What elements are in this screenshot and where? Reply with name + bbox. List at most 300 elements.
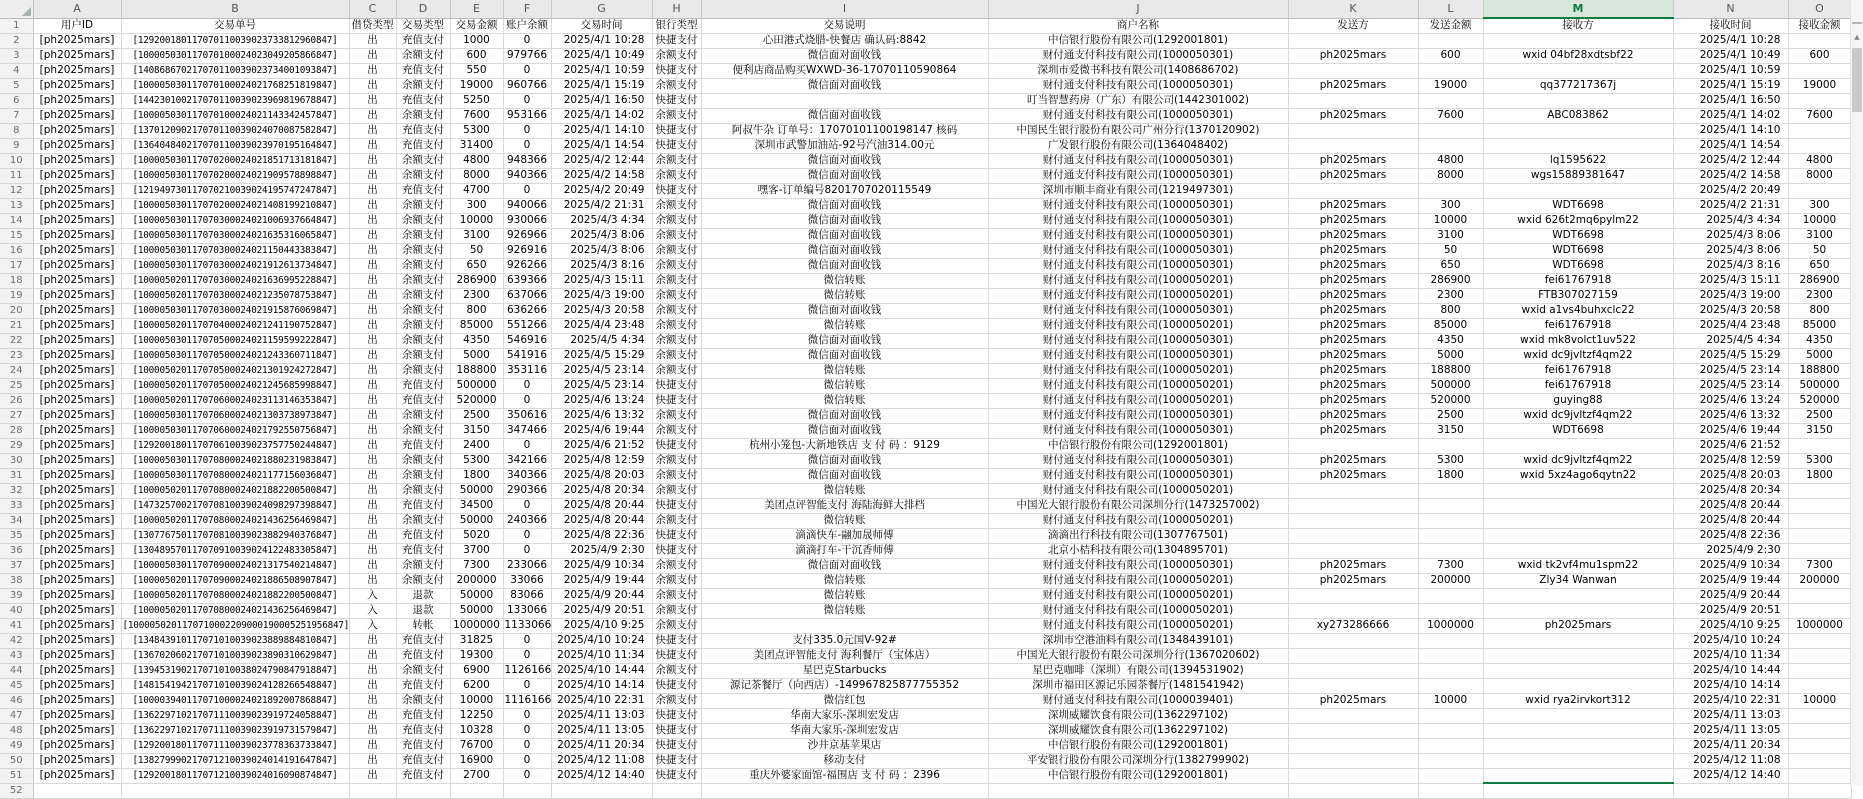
- cell-m16[interactable]: WDT6698: [1483, 243, 1673, 258]
- cell-k46[interactable]: ph2025mars: [1288, 693, 1418, 708]
- cell-g19[interactable]: 2025/4/3 19:00: [551, 288, 652, 303]
- cell-f42[interactable]: 0: [503, 633, 551, 648]
- cell-b20[interactable]: [100005030117070300024021915876069847]: [121, 303, 349, 318]
- cell-m44[interactable]: [1483, 663, 1673, 678]
- cell-l42[interactable]: [1418, 633, 1483, 648]
- cell-k30[interactable]: ph2025mars: [1288, 453, 1418, 468]
- cell-o40[interactable]: [1788, 603, 1851, 618]
- row-header-24[interactable]: 24: [0, 363, 33, 378]
- cell-n8[interactable]: 2025/4/1 14:10: [1673, 123, 1788, 138]
- cell-m25[interactable]: fei61767918: [1483, 378, 1673, 393]
- cell-c22[interactable]: 出: [349, 333, 396, 348]
- cell-h14[interactable]: 余额支付: [652, 213, 701, 228]
- cell-g8[interactable]: 2025/4/1 14:10: [551, 123, 652, 138]
- cell-k5[interactable]: ph2025mars: [1288, 78, 1418, 93]
- cell-n30[interactable]: 2025/4/8 12:59: [1673, 453, 1788, 468]
- cell-n5[interactable]: 2025/4/1 15:19: [1673, 78, 1788, 93]
- cell-i3[interactable]: 微信面对面收钱: [701, 48, 988, 63]
- cell-c21[interactable]: 出: [349, 318, 396, 333]
- cell-j13[interactable]: 财付通支付科技有限公司(1000050301): [988, 198, 1288, 213]
- cell-a27[interactable]: [ph2025mars]: [33, 408, 121, 423]
- cell-h22[interactable]: 余额支付: [652, 333, 701, 348]
- cell-n49[interactable]: 2025/4/11 20:34: [1673, 738, 1788, 753]
- cell-e17[interactable]: 650: [450, 258, 503, 273]
- cell-i42[interactable]: 支付335.0元国V-92#: [701, 633, 988, 648]
- field-header-h[interactable]: 银行类型: [652, 18, 701, 33]
- cell-m5[interactable]: qq377217367j: [1483, 78, 1673, 93]
- cell-g30[interactable]: 2025/4/8 12:59: [551, 453, 652, 468]
- cell-e16[interactable]: 50: [450, 243, 503, 258]
- cell-b3[interactable]: [100005030117070100024023049205866847]: [121, 48, 349, 63]
- cell-g43[interactable]: 2025/4/10 11:34: [551, 648, 652, 663]
- column-header-h[interactable]: H: [652, 0, 701, 18]
- cell-d41[interactable]: 转帐: [396, 618, 450, 633]
- cell-j42[interactable]: 深圳市空港油料有限公司(1348439101): [988, 633, 1288, 648]
- cell-l18[interactable]: 286900: [1418, 273, 1483, 288]
- cell-a11[interactable]: [ph2025mars]: [33, 168, 121, 183]
- cell-l43[interactable]: [1418, 648, 1483, 663]
- cell-d31[interactable]: 余额支付: [396, 468, 450, 483]
- cell-f48[interactable]: 0: [503, 723, 551, 738]
- cell-g2[interactable]: 2025/4/1 10:28: [551, 33, 652, 48]
- cell-b21[interactable]: [100005020117070400024021241190752847]: [121, 318, 349, 333]
- cell-i7[interactable]: 微信面对面收钱: [701, 108, 988, 123]
- cell-g13[interactable]: 2025/4/2 21:31: [551, 198, 652, 213]
- cell-a7[interactable]: [ph2025mars]: [33, 108, 121, 123]
- cell-b36[interactable]: [130489570117070910039024122483305847]: [121, 543, 349, 558]
- cell-h12[interactable]: 快捷支付: [652, 183, 701, 198]
- cell-j48[interactable]: 深圳威耀饮食有限公司(1362297102): [988, 723, 1288, 738]
- cell-j39[interactable]: 财付通支付科技有限公司(1000050201): [988, 588, 1288, 603]
- cell-d26[interactable]: 充值支付: [396, 393, 450, 408]
- cell-b29[interactable]: [129200180117070610039023757750244847]: [121, 438, 349, 453]
- cell-b7[interactable]: [100005030117070100024021143342457847]: [121, 108, 349, 123]
- cell-o19[interactable]: 2300: [1788, 288, 1851, 303]
- cell-n42[interactable]: 2025/4/10 10:24: [1673, 633, 1788, 648]
- cell-n32[interactable]: 2025/4/8 20:34: [1673, 483, 1788, 498]
- cell-d47[interactable]: 充值支付: [396, 708, 450, 723]
- cell-e39[interactable]: 50000: [450, 588, 503, 603]
- cell-m42[interactable]: [1483, 633, 1673, 648]
- cell-l11[interactable]: 8000: [1418, 168, 1483, 183]
- cell-e40[interactable]: 50000: [450, 603, 503, 618]
- row-header-8[interactable]: 8: [0, 123, 33, 138]
- row-header-5[interactable]: 5: [0, 78, 33, 93]
- cell-a3[interactable]: [ph2025mars]: [33, 48, 121, 63]
- cell-l33[interactable]: [1418, 498, 1483, 513]
- cell-i5[interactable]: 微信面对面收钱: [701, 78, 988, 93]
- cell-a47[interactable]: [ph2025mars]: [33, 708, 121, 723]
- cell-e10[interactable]: 4800: [450, 153, 503, 168]
- cell-j11[interactable]: 财付通支付科技有限公司(1000050301): [988, 168, 1288, 183]
- cell-e22[interactable]: 4350: [450, 333, 503, 348]
- cell-m2[interactable]: [1483, 33, 1673, 48]
- row-header-32[interactable]: 32: [0, 483, 33, 498]
- row-header-9[interactable]: 9: [0, 138, 33, 153]
- cell-g17[interactable]: 2025/4/3 8:16: [551, 258, 652, 273]
- cell-m50[interactable]: [1483, 753, 1673, 768]
- cell-f24[interactable]: 353116: [503, 363, 551, 378]
- cell-e52[interactable]: [450, 783, 503, 798]
- cell-m45[interactable]: [1483, 678, 1673, 693]
- cell-k35[interactable]: [1288, 528, 1418, 543]
- cell-h31[interactable]: 余额支付: [652, 468, 701, 483]
- cell-f45[interactable]: 0: [503, 678, 551, 693]
- cell-j45[interactable]: 深圳市福田区源记乐园茶餐厅(1481541942): [988, 678, 1288, 693]
- cell-h36[interactable]: 快捷支付: [652, 543, 701, 558]
- cell-l41[interactable]: 1000000: [1418, 618, 1483, 633]
- cell-a39[interactable]: [ph2025mars]: [33, 588, 121, 603]
- cell-l49[interactable]: [1418, 738, 1483, 753]
- cell-e25[interactable]: 500000: [450, 378, 503, 393]
- cell-n45[interactable]: 2025/4/10 14:14: [1673, 678, 1788, 693]
- cell-b37[interactable]: [100005030117070900024021317540214847]: [121, 558, 349, 573]
- cell-f40[interactable]: 133066: [503, 603, 551, 618]
- cell-c31[interactable]: 出: [349, 468, 396, 483]
- cell-c42[interactable]: 出: [349, 633, 396, 648]
- cell-i22[interactable]: 微信面对面收钱: [701, 333, 988, 348]
- cell-a17[interactable]: [ph2025mars]: [33, 258, 121, 273]
- cell-g45[interactable]: 2025/4/10 14:14: [551, 678, 652, 693]
- cell-j52[interactable]: [988, 783, 1288, 798]
- cell-c3[interactable]: 出: [349, 48, 396, 63]
- cell-g7[interactable]: 2025/4/1 14:02: [551, 108, 652, 123]
- field-header-d[interactable]: 交易类型: [396, 18, 450, 33]
- cell-b33[interactable]: [147325700217070810039024098297398847]: [121, 498, 349, 513]
- cell-j20[interactable]: 财付通支付科技有限公司(1000050301): [988, 303, 1288, 318]
- cell-a33[interactable]: [ph2025mars]: [33, 498, 121, 513]
- cell-b35[interactable]: [130776750117070810039023882940376847]: [121, 528, 349, 543]
- cell-m3[interactable]: wxid 04bf28xdtsbf22: [1483, 48, 1673, 63]
- cell-h39[interactable]: 余额支付: [652, 588, 701, 603]
- cell-m7[interactable]: ABC083862: [1483, 108, 1673, 123]
- cell-d48[interactable]: 充值支付: [396, 723, 450, 738]
- cell-a13[interactable]: [ph2025mars]: [33, 198, 121, 213]
- cell-c44[interactable]: 出: [349, 663, 396, 678]
- cell-d22[interactable]: 余额支付: [396, 333, 450, 348]
- row-header-50[interactable]: 50: [0, 753, 33, 768]
- cell-k25[interactable]: ph2025mars: [1288, 378, 1418, 393]
- cell-b5[interactable]: [100005030117070100024021768251819847]: [121, 78, 349, 93]
- cell-o44[interactable]: [1788, 663, 1851, 678]
- cell-l27[interactable]: 2500: [1418, 408, 1483, 423]
- cell-i26[interactable]: 微信转账: [701, 393, 988, 408]
- cell-d51[interactable]: 充值支付: [396, 768, 450, 783]
- cell-d25[interactable]: 充值支付: [396, 378, 450, 393]
- cell-j24[interactable]: 财付通支付科技有限公司(1000050201): [988, 363, 1288, 378]
- cell-n51[interactable]: 2025/4/12 14:40: [1673, 768, 1788, 783]
- cell-e46[interactable]: 10000: [450, 693, 503, 708]
- row-header-51[interactable]: 51: [0, 768, 33, 783]
- cell-n14[interactable]: 2025/4/3 4:34: [1673, 213, 1788, 228]
- cell-m22[interactable]: wxid mk8volct1uv522: [1483, 333, 1673, 348]
- cell-k7[interactable]: ph2025mars: [1288, 108, 1418, 123]
- cell-g40[interactable]: 2025/4/9 20:51: [551, 603, 652, 618]
- cell-d38[interactable]: 余额支付: [396, 573, 450, 588]
- cell-i34[interactable]: 微信转账: [701, 513, 988, 528]
- cell-c35[interactable]: 出: [349, 528, 396, 543]
- cell-a14[interactable]: [ph2025mars]: [33, 213, 121, 228]
- row-header-10[interactable]: 10: [0, 153, 33, 168]
- cell-h10[interactable]: 余额支付: [652, 153, 701, 168]
- cell-n43[interactable]: 2025/4/10 11:34: [1673, 648, 1788, 663]
- cell-n44[interactable]: 2025/4/10 14:44: [1673, 663, 1788, 678]
- cell-a10[interactable]: [ph2025mars]: [33, 153, 121, 168]
- cell-c28[interactable]: 出: [349, 423, 396, 438]
- cell-a31[interactable]: [ph2025mars]: [33, 468, 121, 483]
- row-header-2[interactable]: 2: [0, 33, 33, 48]
- cell-j8[interactable]: 中国民生银行股份有限公司广州分行(1370120902): [988, 123, 1288, 138]
- cell-b50[interactable]: [138279990217071210039024014191647847]: [121, 753, 349, 768]
- cell-o12[interactable]: [1788, 183, 1851, 198]
- row-header-48[interactable]: 48: [0, 723, 33, 738]
- cell-l7[interactable]: 7600: [1418, 108, 1483, 123]
- cell-j26[interactable]: 财付通支付科技有限公司(1000050201): [988, 393, 1288, 408]
- cell-a9[interactable]: [ph2025mars]: [33, 138, 121, 153]
- cell-n22[interactable]: 2025/4/5 4:34: [1673, 333, 1788, 348]
- cell-h19[interactable]: 余额支付: [652, 288, 701, 303]
- cell-c15[interactable]: 出: [349, 228, 396, 243]
- cell-h40[interactable]: 余额支付: [652, 603, 701, 618]
- cell-b38[interactable]: [100005020117070900024021886508907847]: [121, 573, 349, 588]
- cell-a26[interactable]: [ph2025mars]: [33, 393, 121, 408]
- cell-c47[interactable]: 出: [349, 708, 396, 723]
- cell-n26[interactable]: 2025/4/6 13:24: [1673, 393, 1788, 408]
- cell-k41[interactable]: xy273286666: [1288, 618, 1418, 633]
- cell-m21[interactable]: fei61767918: [1483, 318, 1673, 333]
- cell-i31[interactable]: 微信面对面收钱: [701, 468, 988, 483]
- cell-j36[interactable]: 北京小桔科技有限公司(1304895701): [988, 543, 1288, 558]
- cell-i2[interactable]: 心田港式烧腊-快餐店 确认码:8842: [701, 33, 988, 48]
- cell-h27[interactable]: 余额支付: [652, 408, 701, 423]
- cell-d14[interactable]: 余额支付: [396, 213, 450, 228]
- cell-l16[interactable]: 50: [1418, 243, 1483, 258]
- cell-l52[interactable]: [1418, 783, 1483, 798]
- cell-l3[interactable]: 600: [1418, 48, 1483, 63]
- cell-h23[interactable]: 余额支付: [652, 348, 701, 363]
- row-header-28[interactable]: 28: [0, 423, 33, 438]
- cell-d40[interactable]: 退款: [396, 603, 450, 618]
- cell-h34[interactable]: 余额支付: [652, 513, 701, 528]
- cell-o11[interactable]: 8000: [1788, 168, 1851, 183]
- cell-d27[interactable]: 余额支付: [396, 408, 450, 423]
- row-header-47[interactable]: 47: [0, 708, 33, 723]
- cell-n9[interactable]: 2025/4/1 14:54: [1673, 138, 1788, 153]
- cell-c14[interactable]: 出: [349, 213, 396, 228]
- cell-o29[interactable]: [1788, 438, 1851, 453]
- cell-f27[interactable]: 350616: [503, 408, 551, 423]
- cell-f15[interactable]: 926966: [503, 228, 551, 243]
- cell-b45[interactable]: [148154194217071010039024128266548847]: [121, 678, 349, 693]
- cell-a45[interactable]: [ph2025mars]: [33, 678, 121, 693]
- cell-l25[interactable]: 500000: [1418, 378, 1483, 393]
- cell-k3[interactable]: ph2025mars: [1288, 48, 1418, 63]
- row-header-41[interactable]: 41: [0, 618, 33, 633]
- cell-j18[interactable]: 财付通支付科技有限公司(1000050201): [988, 273, 1288, 288]
- cell-e33[interactable]: 34500: [450, 498, 503, 513]
- cell-g49[interactable]: 2025/4/11 20:34: [551, 738, 652, 753]
- cell-n31[interactable]: 2025/4/8 20:03: [1673, 468, 1788, 483]
- cell-m32[interactable]: [1483, 483, 1673, 498]
- column-header-o[interactable]: O: [1788, 0, 1851, 18]
- cell-b44[interactable]: [139453190217071010038024790847918847]: [121, 663, 349, 678]
- cell-j10[interactable]: 财付通支付科技有限公司(1000050301): [988, 153, 1288, 168]
- cell-f35[interactable]: 0: [503, 528, 551, 543]
- cell-n47[interactable]: 2025/4/11 13:03: [1673, 708, 1788, 723]
- cell-k44[interactable]: [1288, 663, 1418, 678]
- cell-f16[interactable]: 926916: [503, 243, 551, 258]
- cell-b25[interactable]: [100005020117070500024021245685998847]: [121, 378, 349, 393]
- cell-h48[interactable]: 快捷支付: [652, 723, 701, 738]
- cell-e18[interactable]: 286900: [450, 273, 503, 288]
- cell-b43[interactable]: [136702060217071010039023890310629847]: [121, 648, 349, 663]
- cell-a2[interactable]: [ph2025mars]: [33, 33, 121, 48]
- cell-d39[interactable]: 退款: [396, 588, 450, 603]
- cell-c32[interactable]: 出: [349, 483, 396, 498]
- cell-g23[interactable]: 2025/4/5 15:29: [551, 348, 652, 363]
- cell-g24[interactable]: 2025/4/5 23:14: [551, 363, 652, 378]
- cell-k33[interactable]: [1288, 498, 1418, 513]
- cell-m41[interactable]: ph2025mars: [1483, 618, 1673, 633]
- cell-f23[interactable]: 541916: [503, 348, 551, 363]
- cell-m46[interactable]: wxid rya2irvkort312: [1483, 693, 1673, 708]
- cell-o46[interactable]: 10000: [1788, 693, 1851, 708]
- cell-b26[interactable]: [100005020117070600024023113146353847]: [121, 393, 349, 408]
- cell-n40[interactable]: 2025/4/9 20:51: [1673, 603, 1788, 618]
- cell-k4[interactable]: [1288, 63, 1418, 78]
- cell-n28[interactable]: 2025/4/6 19:44: [1673, 423, 1788, 438]
- cell-f26[interactable]: 0: [503, 393, 551, 408]
- cell-k50[interactable]: [1288, 753, 1418, 768]
- cell-m24[interactable]: fei61767918: [1483, 363, 1673, 378]
- cell-m37[interactable]: wxid tk2vf4mu1spm22: [1483, 558, 1673, 573]
- cell-a38[interactable]: [ph2025mars]: [33, 573, 121, 588]
- cell-n33[interactable]: 2025/4/8 20:44: [1673, 498, 1788, 513]
- cell-f6[interactable]: 0: [503, 93, 551, 108]
- cell-g39[interactable]: 2025/4/9 20:44: [551, 588, 652, 603]
- cell-m39[interactable]: [1483, 588, 1673, 603]
- cell-j38[interactable]: 财付通支付科技有限公司(1000050201): [988, 573, 1288, 588]
- cell-e23[interactable]: 5000: [450, 348, 503, 363]
- row-header-39[interactable]: 39: [0, 588, 33, 603]
- cell-e14[interactable]: 10000: [450, 213, 503, 228]
- scrollbar-split-handle[interactable]: [1852, 22, 1862, 24]
- cell-b30[interactable]: [100005030117070800024021880231983847]: [121, 453, 349, 468]
- row-header-46[interactable]: 46: [0, 693, 33, 708]
- cell-c36[interactable]: 出: [349, 543, 396, 558]
- column-header-a[interactable]: A: [33, 0, 121, 18]
- cell-d17[interactable]: 余额支付: [396, 258, 450, 273]
- cell-h28[interactable]: 余额支付: [652, 423, 701, 438]
- cell-m4[interactable]: [1483, 63, 1673, 78]
- cell-o22[interactable]: 4350: [1788, 333, 1851, 348]
- cell-h37[interactable]: 余额支付: [652, 558, 701, 573]
- cell-n19[interactable]: 2025/4/3 19:00: [1673, 288, 1788, 303]
- cell-d16[interactable]: 余额支付: [396, 243, 450, 258]
- cell-j31[interactable]: 财付通支付科技有限公司(1000050301): [988, 468, 1288, 483]
- field-header-l[interactable]: 发送金额: [1418, 18, 1483, 33]
- cell-f36[interactable]: 0: [503, 543, 551, 558]
- cell-l39[interactable]: [1418, 588, 1483, 603]
- column-header-n[interactable]: N: [1673, 0, 1788, 18]
- cell-d23[interactable]: 余额支付: [396, 348, 450, 363]
- cell-l35[interactable]: [1418, 528, 1483, 543]
- cell-c39[interactable]: 入: [349, 588, 396, 603]
- cell-n13[interactable]: 2025/4/2 21:31: [1673, 198, 1788, 213]
- cell-b19[interactable]: [100005020117070300024021235078753847]: [121, 288, 349, 303]
- cell-o52[interactable]: [1788, 783, 1851, 798]
- cell-m34[interactable]: [1483, 513, 1673, 528]
- cell-c4[interactable]: 出: [349, 63, 396, 78]
- cell-f30[interactable]: 342166: [503, 453, 551, 468]
- cell-o2[interactable]: [1788, 33, 1851, 48]
- cell-d2[interactable]: 充值支付: [396, 33, 450, 48]
- column-header-d[interactable]: D: [396, 0, 450, 18]
- cell-m51[interactable]: [1483, 768, 1673, 783]
- cell-g18[interactable]: 2025/4/3 15:11: [551, 273, 652, 288]
- cell-e27[interactable]: 2500: [450, 408, 503, 423]
- cell-l30[interactable]: 5300: [1418, 453, 1483, 468]
- cell-l20[interactable]: 800: [1418, 303, 1483, 318]
- cell-l13[interactable]: 300: [1418, 198, 1483, 213]
- cell-j49[interactable]: 中信银行股份有限公司(1292001801): [988, 738, 1288, 753]
- cell-k6[interactable]: [1288, 93, 1418, 108]
- cell-l48[interactable]: [1418, 723, 1483, 738]
- cell-m8[interactable]: [1483, 123, 1673, 138]
- cell-f33[interactable]: 0: [503, 498, 551, 513]
- cell-m13[interactable]: WDT6698: [1483, 198, 1673, 213]
- cell-o5[interactable]: 19000: [1788, 78, 1851, 93]
- cell-e13[interactable]: 300: [450, 198, 503, 213]
- cell-k51[interactable]: [1288, 768, 1418, 783]
- cell-g3[interactable]: 2025/4/1 10:49: [551, 48, 652, 63]
- cell-j9[interactable]: 广发银行股份有限公司(1364048402): [988, 138, 1288, 153]
- cell-k24[interactable]: ph2025mars: [1288, 363, 1418, 378]
- cell-n52[interactable]: [1673, 783, 1788, 798]
- cell-n41[interactable]: 2025/4/10 9:25: [1673, 618, 1788, 633]
- cell-i40[interactable]: 微信转账: [701, 603, 988, 618]
- cell-h49[interactable]: 快捷支付: [652, 738, 701, 753]
- cell-l9[interactable]: [1418, 138, 1483, 153]
- cell-m48[interactable]: [1483, 723, 1673, 738]
- cell-j15[interactable]: 财付通支付科技有限公司(1000050301): [988, 228, 1288, 243]
- cell-l34[interactable]: [1418, 513, 1483, 528]
- cell-k22[interactable]: ph2025mars: [1288, 333, 1418, 348]
- cell-c9[interactable]: 出: [349, 138, 396, 153]
- cell-g46[interactable]: 2025/4/10 22:31: [551, 693, 652, 708]
- cell-o10[interactable]: 4800: [1788, 153, 1851, 168]
- cell-o24[interactable]: 188800: [1788, 363, 1851, 378]
- cell-k48[interactable]: [1288, 723, 1418, 738]
- row-header-20[interactable]: 20: [0, 303, 33, 318]
- cell-g31[interactable]: 2025/4/8 20:03: [551, 468, 652, 483]
- cell-h33[interactable]: 快捷支付: [652, 498, 701, 513]
- cell-a23[interactable]: [ph2025mars]: [33, 348, 121, 363]
- field-header-b[interactable]: 交易单号: [121, 18, 349, 33]
- cell-h18[interactable]: 余额支付: [652, 273, 701, 288]
- cell-n16[interactable]: 2025/4/3 8:06: [1673, 243, 1788, 258]
- row-header-36[interactable]: 36: [0, 543, 33, 558]
- cell-e20[interactable]: 800: [450, 303, 503, 318]
- cell-h11[interactable]: 余额支付: [652, 168, 701, 183]
- cell-g15[interactable]: 2025/4/3 8:06: [551, 228, 652, 243]
- cell-n50[interactable]: 2025/4/12 11:08: [1673, 753, 1788, 768]
- cell-j3[interactable]: 财付通支付科技有限公司(1000050301): [988, 48, 1288, 63]
- cell-l31[interactable]: 1800: [1418, 468, 1483, 483]
- cell-f12[interactable]: 0: [503, 183, 551, 198]
- row-header-44[interactable]: 44: [0, 663, 33, 678]
- cell-c26[interactable]: 出: [349, 393, 396, 408]
